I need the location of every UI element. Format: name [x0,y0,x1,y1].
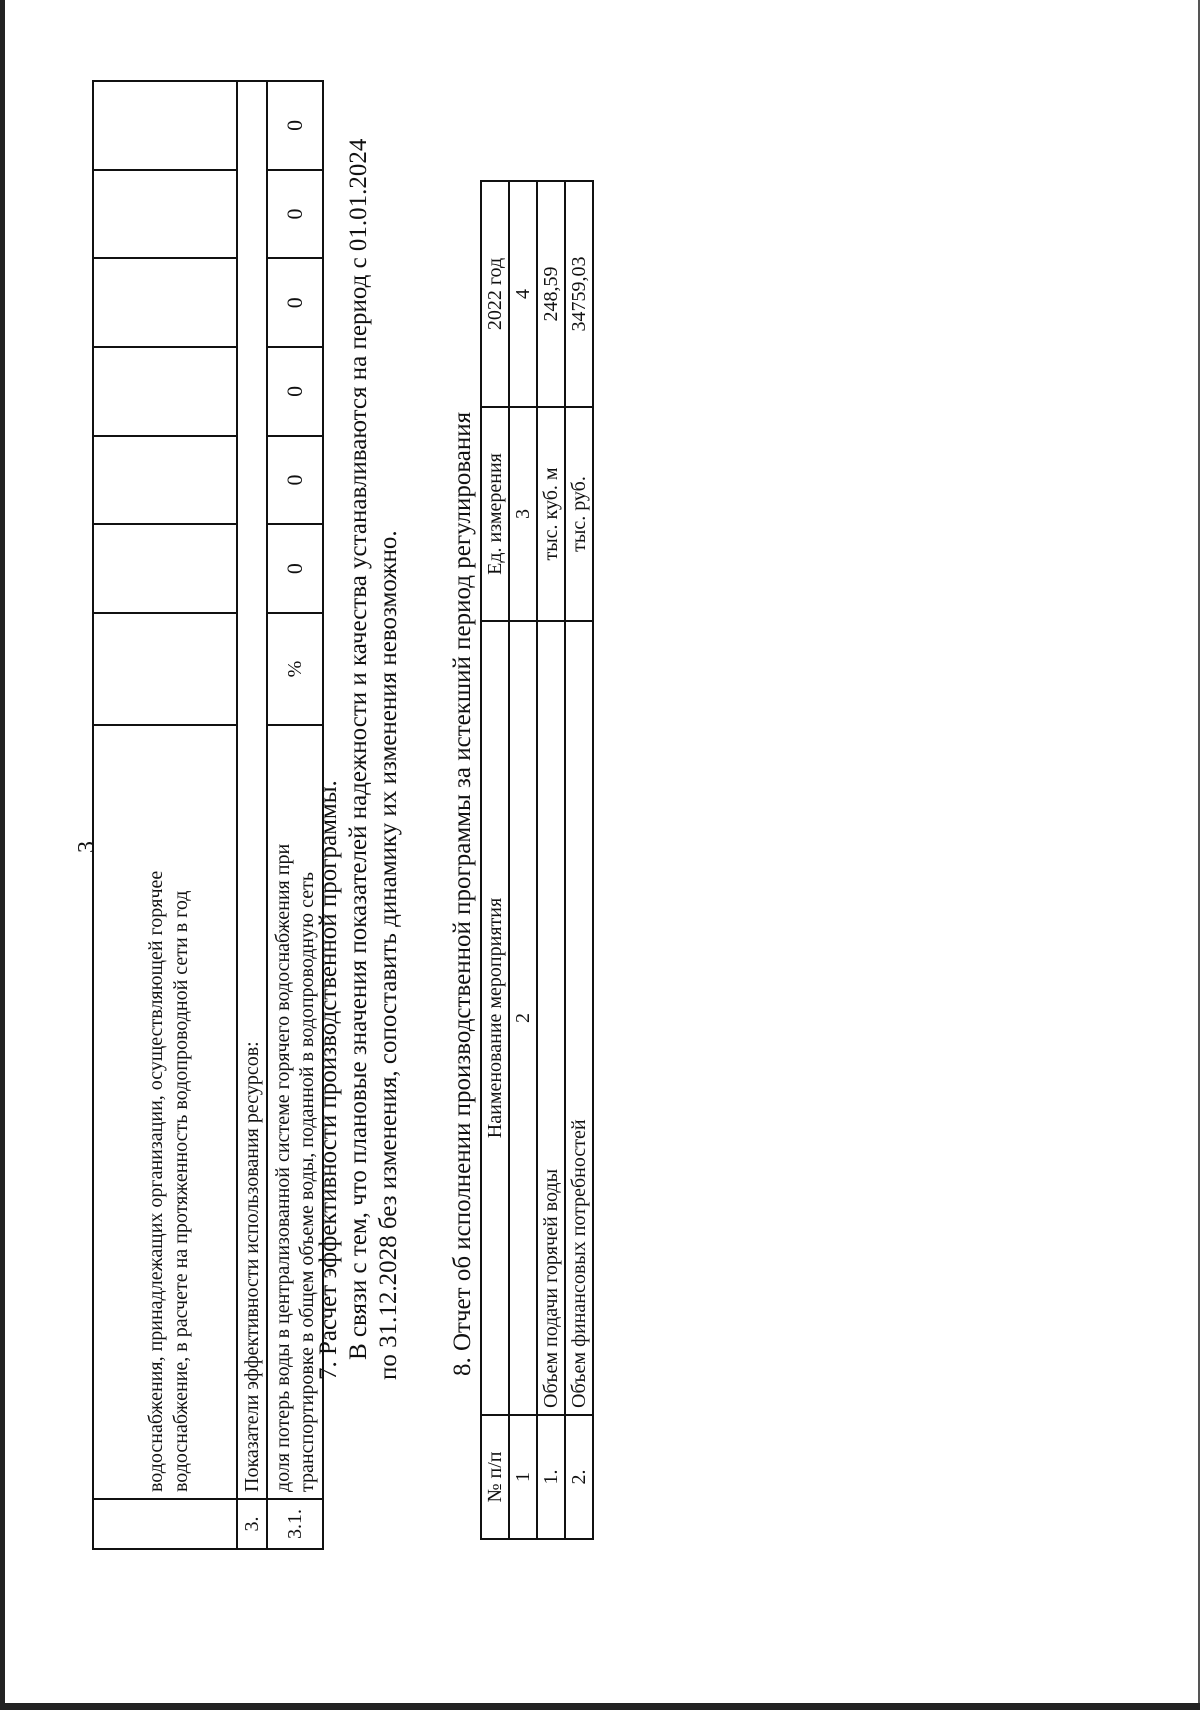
value-cell: 0 [267,170,323,259]
value-cell: 0 [267,347,323,436]
table-row [237,81,267,1549]
table-index-row [509,181,537,1539]
value-cell [93,524,237,613]
table-row [537,181,565,1539]
value-cell: 0 [267,524,323,613]
index-cell: 1 [509,1415,537,1539]
value-cell: 0 [267,258,323,347]
page-number: 3 [74,841,100,853]
row-value: 248,59 [537,181,565,407]
row-value: 34759,03 [565,181,593,407]
row-name: доля потерь воды в централизованной системе горячего водоснабжения при транспортировке в общем объеме воды, поданной в водопроводную сеть [267,725,323,1499]
value-cell [93,436,237,525]
row-number: 3.1. [267,1499,323,1549]
value-cell [93,81,237,170]
row-name: Объем финансовых потребностей [565,621,593,1415]
index-cell: 3 [509,407,537,621]
report-table [480,180,594,1540]
value-cell [93,347,237,436]
row-number: 2. [565,1415,593,1539]
row-name: Объем подачи горячей воды [537,621,565,1415]
value-cell: 0 [267,436,323,525]
value-cell [93,170,237,259]
header-name: Наименование мероприятия [481,621,509,1415]
header-year: 2022 год [481,181,509,407]
value-cell: 0 [267,81,323,170]
row-number: 3. [237,1499,267,1549]
row-unit [93,613,237,725]
row-number: 1. [537,1415,565,1539]
header-unit: Ед. измерения [481,407,509,621]
row-name: водоснабжения, принадлежащих организации, осуществляющей горячее водоснабжение, в расчете на протяженность водопроводной сети в год [93,725,237,1499]
section-8-heading: 8. Отчет об исполнении производственной программы за истекший период регулирования [449,411,476,1376]
header-num: № п/п [481,1415,509,1539]
table-header-row [481,181,509,1539]
index-cell: 4 [509,181,537,407]
row-number [93,1499,237,1549]
table-row [93,81,237,1549]
value-cell [93,258,237,347]
row-name: Показатели эффективности использования ресурсов: [237,81,267,1499]
table-row [565,181,593,1539]
section-7-paragraph-line2: по 31.12.2028 без изменения, сопоставить динамику их изменения невозможно. [375,530,402,1380]
section-7-paragraph-line1: В связи с тем, что плановые значения показателей надежности и качества устанавливаются на период с 01.01.2024 [345,138,372,1360]
section-7-heading: 7. Расчет эффективности производственной программы. [315,780,342,1380]
row-unit: тыс. куб. м [537,407,565,621]
row-unit: % [267,613,323,725]
indicators-table [92,80,324,1550]
index-cell: 2 [509,621,537,1415]
row-unit: тыс. руб. [565,407,593,621]
